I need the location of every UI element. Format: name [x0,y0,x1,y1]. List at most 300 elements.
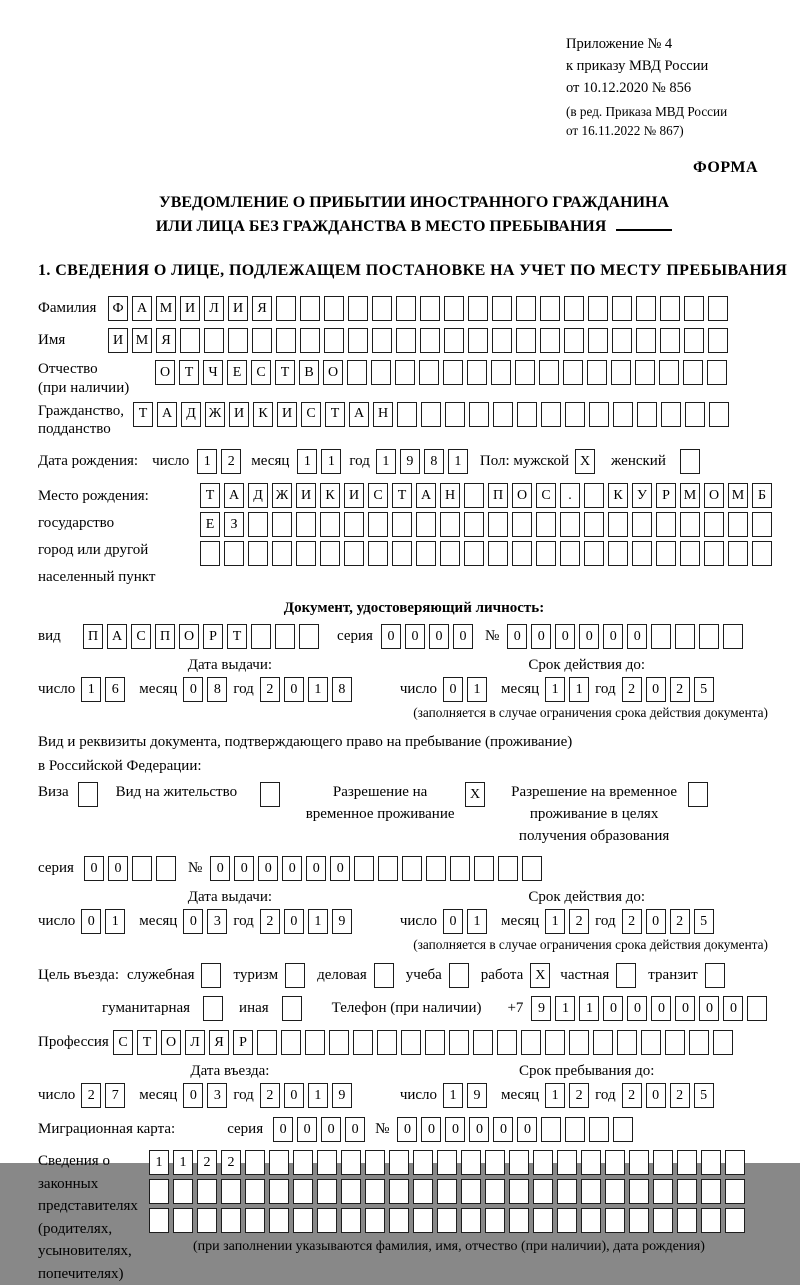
char-cell[interactable] [257,1030,277,1055]
char-cell[interactable] [541,402,561,427]
char-cell[interactable] [588,296,608,321]
char-cell[interactable]: И [344,483,364,508]
char-cell[interactable] [425,1030,445,1055]
char-cell[interactable] [699,624,719,649]
char-cell[interactable]: А [132,296,152,321]
char-cell[interactable]: М [728,483,748,508]
char-cell[interactable]: 0 [405,624,425,649]
char-cell[interactable]: 0 [603,624,623,649]
char-cell[interactable] [536,512,556,537]
char-cell[interactable] [540,328,560,353]
char-cell[interactable]: О [512,483,532,508]
char-cell[interactable]: 1 [448,449,468,474]
char-cell[interactable]: 1 [308,909,328,934]
char-cell[interactable]: Я [156,328,176,353]
char-cell[interactable] [541,1117,561,1142]
char-cell[interactable] [584,483,604,508]
char-cell[interactable]: 0 [183,909,203,934]
char-cell[interactable]: 0 [443,677,463,702]
char-cell[interactable]: 0 [646,909,666,934]
char-cell[interactable] [581,1208,601,1233]
char-cell[interactable] [677,1179,697,1204]
char-cell[interactable] [444,296,464,321]
char-cell[interactable]: А [157,402,177,427]
char-cell[interactable] [276,328,296,353]
char-cell[interactable] [608,512,628,537]
char-cell[interactable] [437,1179,457,1204]
char-cell[interactable] [317,1208,337,1233]
char-cell[interactable]: Н [440,483,460,508]
char-cell[interactable]: 0 [531,624,551,649]
char-cell[interactable]: 1 [545,677,565,702]
char-cell[interactable] [728,541,748,566]
char-cell[interactable]: 2 [197,1150,217,1175]
char-cell[interactable]: 5 [694,677,714,702]
char-cell[interactable] [485,1179,505,1204]
char-cell[interactable] [348,296,368,321]
char-cell[interactable]: 0 [507,624,527,649]
char-cell[interactable] [581,1150,601,1175]
char-cell[interactable]: Т [200,483,220,508]
char-cell[interactable] [347,360,367,385]
char-cell[interactable]: 0 [330,856,350,881]
char-cell[interactable]: Т [137,1030,157,1055]
char-cell[interactable]: Ф [108,296,128,321]
char-cell[interactable]: 0 [646,677,666,702]
char-cell[interactable]: 0 [306,856,326,881]
char-cell[interactable] [509,1150,529,1175]
char-cell[interactable] [675,624,695,649]
char-cell[interactable] [723,624,743,649]
char-cell[interactable] [416,541,436,566]
sex-female-checkbox[interactable] [680,449,700,474]
char-cell[interactable]: 1 [308,1083,328,1108]
char-cell[interactable] [305,1030,325,1055]
char-cell[interactable] [132,856,152,881]
char-cell[interactable] [449,1030,469,1055]
char-cell[interactable]: Р [656,483,676,508]
char-cell[interactable]: 9 [332,909,352,934]
char-cell[interactable] [413,1150,433,1175]
char-cell[interactable]: 7 [105,1083,125,1108]
char-cell[interactable]: 8 [424,449,444,474]
char-cell[interactable] [372,296,392,321]
char-cell[interactable] [557,1150,577,1175]
char-cell[interactable] [464,483,484,508]
sex-male-checkbox[interactable]: X [575,449,595,474]
char-cell[interactable] [392,512,412,537]
purpose-private-checkbox[interactable] [616,963,636,988]
char-cell[interactable]: 0 [493,1117,513,1142]
char-cell[interactable]: 1 [81,677,101,702]
char-cell[interactable]: 0 [234,856,254,881]
char-cell[interactable] [660,296,680,321]
char-cell[interactable] [545,1030,565,1055]
char-cell[interactable]: Т [325,402,345,427]
char-cell[interactable] [491,360,511,385]
char-cell[interactable]: 0 [84,856,104,881]
char-cell[interactable] [522,856,542,881]
char-cell[interactable] [632,512,652,537]
char-cell[interactable] [704,512,724,537]
char-cell[interactable]: 1 [569,677,589,702]
purpose-official-checkbox[interactable] [201,963,221,988]
char-cell[interactable] [365,1208,385,1233]
char-cell[interactable] [224,541,244,566]
char-cell[interactable]: 0 [517,1117,537,1142]
char-cell[interactable]: Е [227,360,247,385]
char-cell[interactable] [420,328,440,353]
char-cell[interactable] [725,1150,745,1175]
char-cell[interactable] [684,328,704,353]
char-cell[interactable]: П [488,483,508,508]
purpose-other-checkbox[interactable] [282,996,302,1021]
char-cell[interactable]: Д [248,483,268,508]
char-cell[interactable] [684,296,704,321]
char-cell[interactable] [497,1030,517,1055]
char-cell[interactable] [653,1150,673,1175]
char-cell[interactable] [437,1150,457,1175]
char-cell[interactable] [464,512,484,537]
char-cell[interactable]: 2 [622,909,642,934]
char-cell[interactable]: 0 [210,856,230,881]
char-cell[interactable] [521,1030,541,1055]
char-cell[interactable] [317,1179,337,1204]
char-cell[interactable] [565,1117,585,1142]
char-cell[interactable] [300,296,320,321]
char-cell[interactable] [440,541,460,566]
char-cell[interactable]: 1 [467,677,487,702]
char-cell[interactable] [269,1179,289,1204]
char-cell[interactable] [611,360,631,385]
char-cell[interactable] [725,1179,745,1204]
char-cell[interactable] [389,1208,409,1233]
char-cell[interactable] [348,328,368,353]
char-cell[interactable] [365,1179,385,1204]
char-cell[interactable]: 0 [627,996,647,1021]
char-cell[interactable] [371,360,391,385]
char-cell[interactable] [293,1179,313,1204]
char-cell[interactable]: 0 [421,1117,441,1142]
char-cell[interactable] [613,1117,633,1142]
char-cell[interactable]: 1 [579,996,599,1021]
char-cell[interactable] [461,1150,481,1175]
purpose-tourism-checkbox[interactable] [285,963,305,988]
char-cell[interactable] [683,360,703,385]
char-cell[interactable]: М [680,483,700,508]
char-cell[interactable] [378,856,398,881]
char-cell[interactable] [533,1179,553,1204]
char-cell[interactable] [473,1030,493,1055]
char-cell[interactable]: 0 [321,1117,341,1142]
char-cell[interactable]: 1 [321,449,341,474]
char-cell[interactable]: 0 [723,996,743,1021]
char-cell[interactable] [516,296,536,321]
char-cell[interactable]: 2 [221,449,241,474]
char-cell[interactable]: 2 [260,1083,280,1108]
char-cell[interactable]: 2 [670,1083,690,1108]
char-cell[interactable] [329,1030,349,1055]
char-cell[interactable] [437,1208,457,1233]
char-cell[interactable] [629,1150,649,1175]
char-cell[interactable] [651,624,671,649]
char-cell[interactable]: 1 [443,1083,463,1108]
char-cell[interactable]: 3 [207,909,227,934]
char-cell[interactable] [677,1208,697,1233]
char-cell[interactable] [637,402,657,427]
char-cell[interactable] [708,328,728,353]
char-cell[interactable]: 2 [569,1083,589,1108]
char-cell[interactable] [228,328,248,353]
char-cell[interactable] [474,856,494,881]
char-cell[interactable] [245,1150,265,1175]
char-cell[interactable]: 0 [284,909,304,934]
char-cell[interactable]: А [416,483,436,508]
char-cell[interactable] [701,1208,721,1233]
purpose-work-checkbox[interactable]: X [530,963,550,988]
char-cell[interactable]: Д [181,402,201,427]
char-cell[interactable]: 0 [651,996,671,1021]
char-cell[interactable]: 9 [531,996,551,1021]
char-cell[interactable] [613,402,633,427]
char-cell[interactable]: 5 [694,1083,714,1108]
char-cell[interactable]: 0 [81,909,101,934]
char-cell[interactable] [747,996,767,1021]
char-cell[interactable]: 1 [197,449,217,474]
char-cell[interactable]: И [229,402,249,427]
char-cell[interactable]: И [180,296,200,321]
char-cell[interactable] [533,1208,553,1233]
purpose-humanitarian-checkbox[interactable] [203,996,223,1021]
char-cell[interactable] [354,856,374,881]
char-cell[interactable] [569,1030,589,1055]
char-cell[interactable]: 2 [670,909,690,934]
char-cell[interactable]: 1 [545,909,565,934]
char-cell[interactable] [401,1030,421,1055]
char-cell[interactable]: 2 [622,1083,642,1108]
char-cell[interactable] [605,1208,625,1233]
char-cell[interactable]: У [632,483,652,508]
char-cell[interactable]: 1 [555,996,575,1021]
char-cell[interactable]: 0 [183,677,203,702]
char-cell[interactable] [464,541,484,566]
char-cell[interactable] [752,512,772,537]
char-cell[interactable]: Т [227,624,247,649]
char-cell[interactable] [245,1208,265,1233]
char-cell[interactable] [276,296,296,321]
char-cell[interactable] [245,1179,265,1204]
char-cell[interactable]: А [349,402,369,427]
char-cell[interactable] [635,360,655,385]
char-cell[interactable]: Т [392,483,412,508]
char-cell[interactable]: В [299,360,319,385]
char-cell[interactable] [565,402,585,427]
char-cell[interactable]: Ч [203,360,223,385]
char-cell[interactable]: А [224,483,244,508]
char-cell[interactable] [353,1030,373,1055]
char-cell[interactable]: М [132,328,152,353]
char-cell[interactable]: М [156,296,176,321]
char-cell[interactable] [617,1030,637,1055]
char-cell[interactable] [293,1150,313,1175]
char-cell[interactable] [197,1179,217,1204]
char-cell[interactable]: 0 [603,996,623,1021]
char-cell[interactable]: А [107,624,127,649]
char-cell[interactable] [296,512,316,537]
char-cell[interactable] [445,402,465,427]
char-cell[interactable]: 0 [397,1117,417,1142]
char-cell[interactable]: Е [200,512,220,537]
char-cell[interactable] [365,1150,385,1175]
char-cell[interactable] [704,541,724,566]
char-cell[interactable] [560,512,580,537]
char-cell[interactable]: Я [252,296,272,321]
char-cell[interactable] [612,296,632,321]
char-cell[interactable] [248,541,268,566]
char-cell[interactable]: К [253,402,273,427]
char-cell[interactable] [468,296,488,321]
char-cell[interactable]: 0 [579,624,599,649]
char-cell[interactable] [485,1150,505,1175]
char-cell[interactable] [641,1030,661,1055]
char-cell[interactable] [493,402,513,427]
char-cell[interactable]: 0 [675,996,695,1021]
char-cell[interactable] [701,1150,721,1175]
char-cell[interactable] [564,296,584,321]
char-cell[interactable] [636,296,656,321]
char-cell[interactable] [685,402,705,427]
char-cell[interactable] [498,856,518,881]
char-cell[interactable] [221,1208,241,1233]
char-cell[interactable] [149,1208,169,1233]
char-cell[interactable]: 0 [445,1117,465,1142]
char-cell[interactable] [293,1208,313,1233]
char-cell[interactable] [605,1150,625,1175]
char-cell[interactable] [402,856,422,881]
char-cell[interactable]: О [161,1030,181,1055]
char-cell[interactable] [440,512,460,537]
char-cell[interactable] [516,328,536,353]
char-cell[interactable] [656,541,676,566]
char-cell[interactable]: 1 [376,449,396,474]
char-cell[interactable] [389,1179,409,1204]
char-cell[interactable]: 0 [183,1083,203,1108]
char-cell[interactable]: 2 [81,1083,101,1108]
purpose-business-checkbox[interactable] [374,963,394,988]
char-cell[interactable] [680,541,700,566]
char-cell[interactable] [419,360,439,385]
char-cell[interactable] [397,402,417,427]
char-cell[interactable]: И [108,328,128,353]
char-cell[interactable] [588,328,608,353]
char-cell[interactable]: Т [133,402,153,427]
char-cell[interactable] [300,328,320,353]
char-cell[interactable] [377,1030,397,1055]
char-cell[interactable]: 0 [443,909,463,934]
char-cell[interactable] [560,541,580,566]
char-cell[interactable] [426,856,446,881]
char-cell[interactable] [612,328,632,353]
char-cell[interactable]: 0 [258,856,278,881]
char-cell[interactable]: 5 [694,909,714,934]
char-cell[interactable]: С [113,1030,133,1055]
char-cell[interactable]: 6 [105,677,125,702]
char-cell[interactable] [661,402,681,427]
visa-checkbox[interactable] [78,782,98,807]
char-cell[interactable] [149,1179,169,1204]
char-cell[interactable] [557,1208,577,1233]
char-cell[interactable]: Т [275,360,295,385]
char-cell[interactable] [492,296,512,321]
char-cell[interactable] [341,1179,361,1204]
char-cell[interactable] [252,328,272,353]
char-cell[interactable]: 9 [400,449,420,474]
char-cell[interactable]: К [320,483,340,508]
char-cell[interactable] [485,1208,505,1233]
char-cell[interactable] [320,541,340,566]
char-cell[interactable] [469,402,489,427]
char-cell[interactable]: О [179,624,199,649]
char-cell[interactable] [269,1150,289,1175]
char-cell[interactable]: 1 [105,909,125,934]
char-cell[interactable]: 1 [467,909,487,934]
temp-residence-edu-checkbox[interactable] [688,782,708,807]
char-cell[interactable] [708,296,728,321]
char-cell[interactable] [752,541,772,566]
char-cell[interactable]: Я [209,1030,229,1055]
char-cell[interactable] [593,1030,613,1055]
char-cell[interactable] [653,1208,673,1233]
char-cell[interactable] [540,296,560,321]
char-cell[interactable] [725,1208,745,1233]
char-cell[interactable] [324,296,344,321]
char-cell[interactable] [368,512,388,537]
char-cell[interactable]: 0 [699,996,719,1021]
char-cell[interactable]: 0 [646,1083,666,1108]
char-cell[interactable]: З [224,512,244,537]
char-cell[interactable]: С [536,483,556,508]
char-cell[interactable] [461,1179,481,1204]
char-cell[interactable]: 3 [207,1083,227,1108]
char-cell[interactable] [629,1208,649,1233]
char-cell[interactable]: 0 [453,624,473,649]
purpose-study-checkbox[interactable] [449,963,469,988]
char-cell[interactable]: И [228,296,248,321]
char-cell[interactable]: Л [204,296,224,321]
char-cell[interactable] [512,541,532,566]
char-cell[interactable]: Н [373,402,393,427]
char-cell[interactable] [536,541,556,566]
char-cell[interactable] [488,541,508,566]
char-cell[interactable]: 2 [569,909,589,934]
char-cell[interactable]: 1 [149,1150,169,1175]
char-cell[interactable] [656,512,676,537]
char-cell[interactable]: 0 [381,624,401,649]
char-cell[interactable]: 0 [345,1117,365,1142]
char-cell[interactable]: О [155,360,175,385]
char-cell[interactable]: 1 [545,1083,565,1108]
char-cell[interactable] [413,1208,433,1233]
char-cell[interactable]: С [251,360,271,385]
char-cell[interactable] [512,512,532,537]
char-cell[interactable] [320,512,340,537]
char-cell[interactable] [660,328,680,353]
char-cell[interactable] [395,360,415,385]
char-cell[interactable] [443,360,463,385]
char-cell[interactable] [221,1179,241,1204]
char-cell[interactable] [665,1030,685,1055]
char-cell[interactable] [392,541,412,566]
